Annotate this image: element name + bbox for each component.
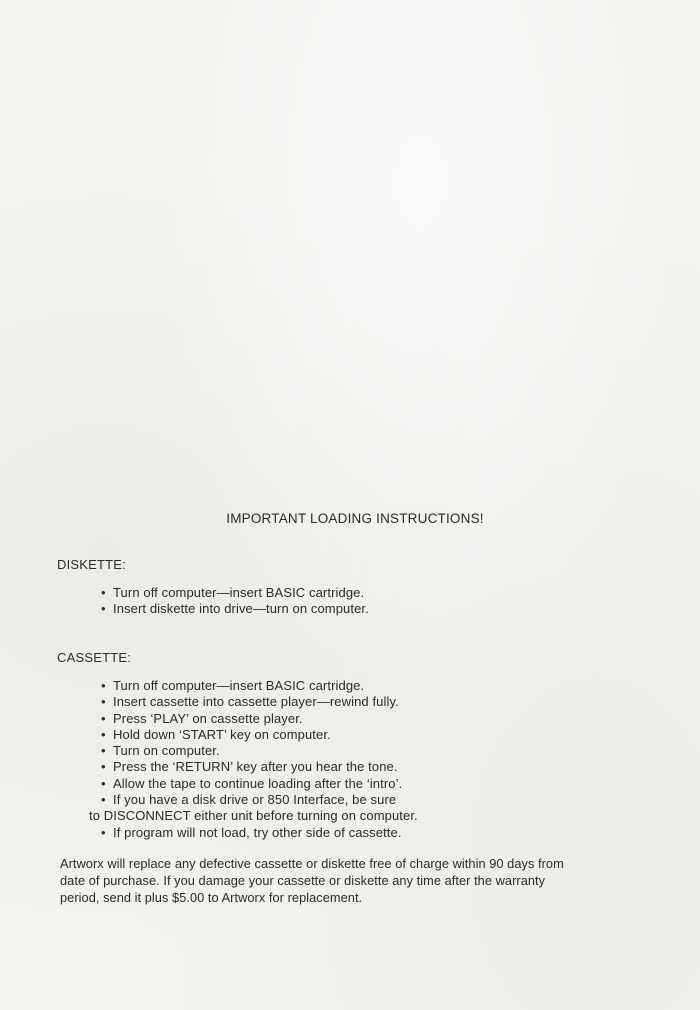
list-item: • Press ‘PLAY’ on cassette player. [101,710,303,726]
list-item: • Turn off computer—insert BASIC cartridge. [101,678,365,693]
list-item-continuation: to DISCONNECT either unit before turning on computer. [89,808,418,824]
warranty-line: date of purchase. If you damage your cassette or diskette any time after the warranty [60,873,546,888]
bullet-icon: • [101,678,106,693]
bullet-icon: • [101,759,106,775]
diskette-label: DISKETTE: [57,557,126,572]
list-item: • Turn on computer. [101,743,220,759]
list-item: • If program will not load, try other side of cassette. [101,824,402,840]
warranty-line: period, send it plus $5.00 to Artworx for replacement. [60,890,363,905]
bullet-icon: • [101,601,106,617]
warranty-line: Artworx will replace any defective cassette or diskette free of charge within 90 days from [60,856,564,871]
list-item: • Insert cassette into cassette player—rewind fully. [101,694,399,710]
bullet-icon: • [101,585,106,600]
diskette-list [101,585,369,618]
list-item: • Press the ‘RETURN’ key after you hear the tone. [101,759,398,775]
cassette-list [89,678,418,841]
list-item: • Hold down ‘START’ key on computer. [101,726,331,742]
bullet-icon: • [101,792,106,808]
bullet-icon: • [101,775,106,791]
bullet-icon: • [101,726,106,742]
list-item: • Insert diskette into drive—turn on computer. [101,601,369,617]
bullet-icon: • [101,710,106,726]
list-item: • If you have a disk drive or 850 Interface, be sure [101,792,397,808]
list-item: • Allow the tape to continue loading after the ‘intro’. [101,775,403,791]
page-title: IMPORTANT LOADING INSTRUCTIONS! [226,511,484,526]
cassette-label: CASSETTE: [57,650,132,665]
list-item: • Turn off computer—insert BASIC cartridge. [101,585,365,600]
bullet-icon: • [101,694,106,710]
bullet-icon: • [101,743,106,759]
bullet-icon: • [101,824,106,840]
warranty-notice [60,855,650,906]
